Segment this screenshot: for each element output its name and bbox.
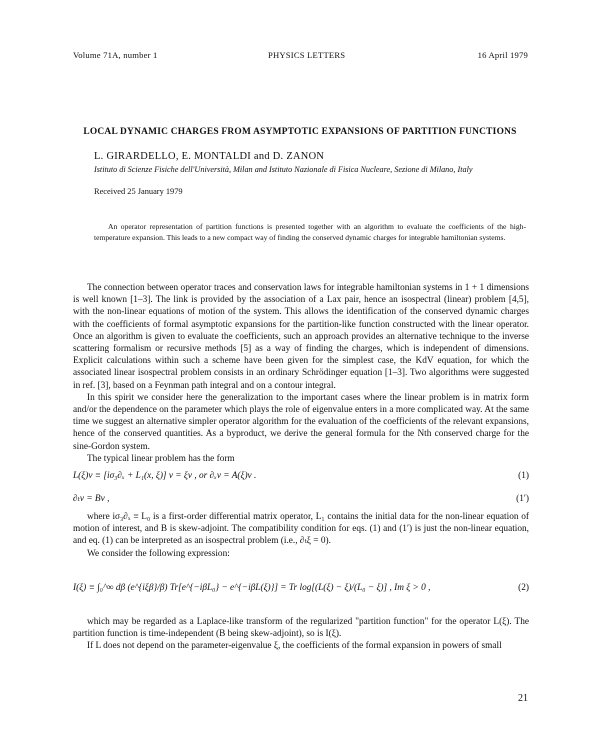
paragraph-3: The typical linear problem has the form — [87, 453, 235, 464]
equation-2-number: (2) — [518, 582, 529, 593]
article-body — [73, 282, 529, 652]
equation-1-prime-text: ∂ₜv = Bv , — [73, 494, 110, 505]
equation-2-text: I(ξ) ≡ ∫₀^∞ dβ (e^{iξβ}/β) Tr[e^{−iβL₀} − e^{−iβL(ξ)}] = Tr log[(L(ξ) − ξ)/(L₀ − ξ)] , Im ξ > 0 , — [73, 582, 431, 593]
paragraph-4: where iσ₃∂ₓ ≡ L₀ is a first-order differential matrix operator, L₁ contains the initial data for the non-linear equation of motion of interest, and B is skew-adjoint. The compatibility condition for eqs. (1) and (1′) is just the non-linear equation, and eq. (1) can be interpreted as an isospectral problem (i.e., ∂ₜξ = 0). — [73, 512, 529, 547]
equation-1-prime-number: (1′) — [516, 494, 529, 505]
abstract: An operator representation of partition functions is presented together with an algorithm to evaluate the coefficients of the high-temperature expansion. This leads to a new compact way of finding the conserved dynamic charges for integrable hamiltonian systems. — [94, 222, 526, 242]
article-title: LOCAL DYNAMIC CHARGES FROM ASYMPTOTIC EXPANSIONS OF PARTITION FUNCTIONS — [83, 127, 517, 137]
paragraph-1: The connection between operator traces and conservation laws for integrable hamiltonian systems in 1 + 1 dimensions is well known [1–3]. The link is provided by the association of a Lax pair, hence an isospectral (linear) problem [4,5], with the non-linear equations of motion of the system. This allows the identification of the conserved dynamic charges with the coefficients of formal asymptotic expansions for the partition-like function constructed with the linear operator. Once an algorithm is given to evaluate the coefficients, such an approach provides an alternative technique to the inverse scattering formalism or recursive methods [5] as a way of finding the charges, which is independent of dimensions. Explicit calculations within such a scheme have been given for the simplest case, the KdV equation, for which the associated linear isospectral problem consists in an ordinary Schrödinger equation [1–3]. Two algorithms were suggested in ref. [3], based on a Feynman path integral and on a contour integral. — [73, 283, 529, 391]
paragraph-2: In this spirit we consider here the generalization to the important cases where the linear problem is in matrix form and/or the dependence on the parameter which plays the role of eigenvalue enters in a more complicated way. At the same time we suggest an alternative simpler operator algorithm for the evaluation of the coefficients of the relevant expansions, hence of the conserved quantities. As a byproduct, we derive the general formula for the Nth conserved charge for the sine-Gordon system. — [73, 392, 529, 452]
equation-1 — [73, 465, 529, 488]
page-number: 21 — [518, 693, 528, 704]
article-authors: L. GIRARDELLO, E. MONTALDI and D. ZANON — [94, 151, 325, 162]
article-affiliation: Istituto di Scienze Fisiche dell'Università, Milan and Istituto Nazionale di Fisica Nucleare, Sezione di Milano, Italy — [94, 165, 473, 174]
volume-label: Volume 71A, number 1 — [73, 50, 158, 60]
equation-2 — [73, 560, 529, 616]
paragraph-5: We consider the following expression: — [87, 548, 230, 559]
paragraph-6: which may be regarded as a Laplace-like transform of the regularized "partition function" for the operator L(ξ). The partition function is time-independent (B being skew-adjoint), so is I(ξ). — [73, 616, 529, 640]
paragraph-7: If L does not depend on the parameter-eigenvalue ξ, the coefficients of the formal expansion in powers of small — [87, 641, 502, 652]
equation-1-number: (1) — [518, 471, 529, 482]
received-date: Received 25 January 1979 — [94, 187, 183, 196]
journal-name: PHYSICS LETTERS — [268, 50, 346, 60]
equation-1-text: L(ξ)v ≡ [iσ₃∂ₓ + L₁(x, ξ)] v = ξv , or ∂ₓv = A(ξ)v . — [73, 471, 257, 482]
issue-date: 16 April 1979 — [477, 50, 528, 60]
equation-1-prime — [73, 488, 529, 511]
